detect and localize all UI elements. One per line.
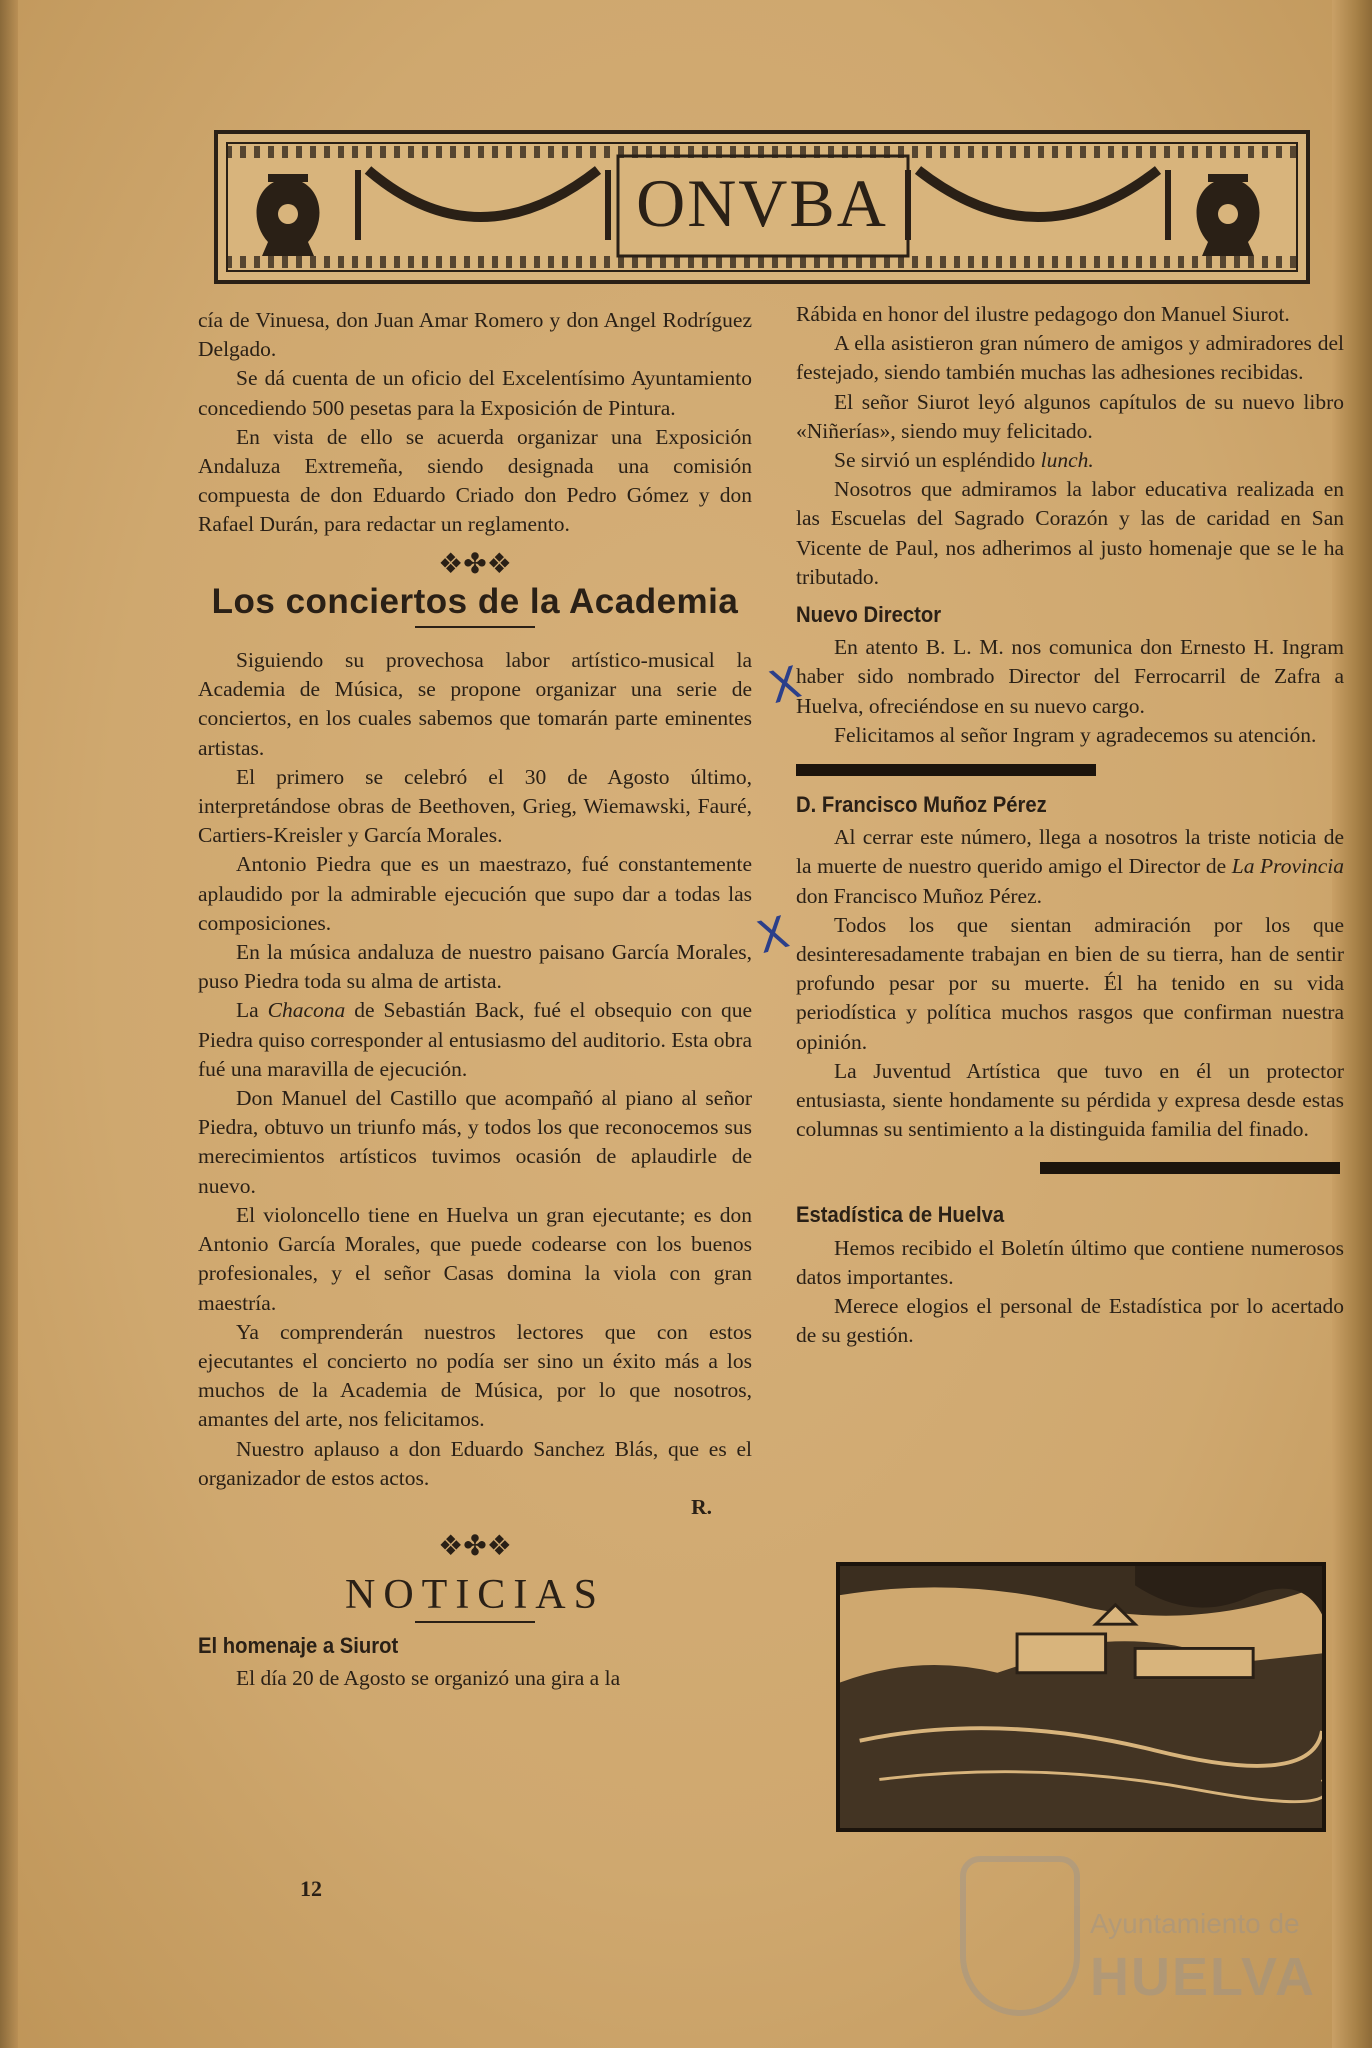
subhead-estadistica: Estadística de Huelva (796, 1202, 1005, 1228)
watermark-line1: Ayuntamiento de (1090, 1908, 1300, 1939)
paragraph: El primero se celebró el 30 de Agosto último, interpretándose obras de Beethoven, Grieg, Wiemawski, Fauré, Cartiers-Kreisler y García Morales. (198, 764, 752, 848)
paragraph: Felicitamos al señor Ingram y agradecemos su atención. (834, 722, 1317, 747)
subhead-nuevo-director: Nuevo Director (796, 602, 942, 628)
divider-bar (796, 764, 1096, 776)
text: La (236, 998, 268, 1023)
paragraph: Merece elogios el personal de Estadística por lo acertado de su gestión. (796, 1294, 1344, 1348)
paragraph: Rábida en honor del ilustre pedagogo don Manuel Siurot. (796, 302, 1290, 326)
paragraph: Hemos recibido el Boletín último que contiene numerosos datos importantes. (796, 1235, 1344, 1289)
paragraph: Todos los que sientan admiración por los que desinteresadamente trabajan en bien de su tierra, han de sentir profundo pesar por su muerte. Él ha tenido en su vida periodística y política muchos rasgos que confirman nuestra opinión. (796, 912, 1344, 1054)
landscape-icon (840, 1566, 1322, 1828)
paragraph: cía de Vinuesa, don Juan Amar Romero y don Angel Rodríguez Delgado. (198, 308, 752, 362)
masthead-title: ONVBA (636, 165, 888, 241)
paragraph: El señor Siurot leyó algunos capítulos de su nuevo libro «Niñerías», siendo muy felicitado. (796, 389, 1344, 443)
marginal-mark: X (751, 906, 795, 965)
ornament-icon: ❖✤❖ (438, 548, 512, 580)
paragraph: Nosotros que admiramos la labor educativa realizada en las Escuelas del Sagrado Corazón y las de caridad en San Vicente de Paul, nos adherimos al justo homenaje que se le ha tributado. (796, 477, 1344, 589)
paragraph: A ella asistieron gran número de amigos y admiradores del festejado, siendo también muchas las adhesiones recibidas. (796, 331, 1344, 385)
page-number: 12 (300, 1876, 322, 1901)
engraving-illustration (836, 1562, 1326, 1832)
paragraph: El día 20 de Agosto se organizó una gira a la (236, 1665, 621, 1690)
paragraph-munoz (796, 823, 1344, 911)
italic-text: lunch. (1040, 448, 1094, 473)
paragraph: Siguiendo su provechosa labor artístico-musical la Academia de Música, se propone organizar una serie de conciertos, en los cuales sabemos que tomarán parte eminentes artistas. (198, 648, 752, 760)
left-column (198, 306, 752, 1693)
divider (415, 626, 535, 628)
divider-bar (1040, 1162, 1340, 1174)
paragraph: En atento B. L. M. nos comunica don Ernesto H. Ingram haber sido nombrado Director del Ferrocarril de Zafra a Huelva, ofreciéndose en su nuevo cargo. (796, 635, 1344, 718)
paragraph: La Juventud Artística que tuvo en él un protector entusiasta, siente hondamente su pérdida y expresa desde estas columnas su sentimiento a la distinguida familia del finado. (796, 1058, 1344, 1142)
paragraph: Nuestro aplauso a don Eduardo Sanchez Blás, que es el organizador de estos actos. (198, 1436, 752, 1490)
coat-of-arms-icon (960, 1856, 1080, 2016)
text: Se sirvió un espléndido (834, 448, 1041, 473)
paragraph: Ya comprenderán nuestros lectores que con estos ejecutantes el concierto no podía ser sino un éxito más a los muchos de la Academia de Música, por lo que nosotros, amantes del arte, nos felicitamos. (198, 1319, 752, 1432)
subhead-munoz: D. Francisco Muñoz Pérez (796, 792, 1047, 818)
paragraph: En vista de ello se acuerda organizar una Exposición Andaluza Extremeña, siendo designada una comisión compuesta de don Eduardo Criado don Pedro Gómez y don Rafael Durán, para redactar un reglamento. (198, 424, 752, 537)
marginal-mark: X (763, 656, 807, 715)
right-column (796, 300, 1344, 1351)
section-title-conciertos: Los conciertos de la Academia (211, 581, 739, 621)
divider (415, 1621, 535, 1623)
text: Al cerrar este número, llega a nosotros la triste noticia de la muerte de nuestro querido amigo el Director de (796, 825, 1344, 879)
signature: R. (691, 1494, 712, 1519)
paragraph-lunch (796, 446, 1344, 475)
paragraph: En la música andaluza de nuestro paisano García Morales, puso Piedra toda su alma de artista. (198, 940, 752, 994)
ornament-icon: ❖✤❖ (438, 1531, 512, 1563)
italic-text: La Provincia (1231, 854, 1344, 879)
paragraph: El violoncello tiene en Huelva un gran ejecutante; es don Antonio García Morales, que puede codearse con los buenos profesionales, y el señor Casas domina la viola con gran maestría. (198, 1202, 752, 1315)
paragraph: Don Manuel del Castillo que acompañó al piano al señor Piedra, obtuvo un triunfo más, y todos los que reconocemos sus merecimientos artísticos tuvimos ocasión de aplaudirle de nuevo. (198, 1086, 752, 1198)
italic-text: Chacona (267, 998, 346, 1023)
masthead (214, 130, 1310, 284)
watermark-line2: HUELVA (1090, 1947, 1316, 2007)
subhead-homenaje: El homenaje a Siurot (198, 1632, 399, 1658)
paragraph: Se dá cuenta de un oficio del Excelentísimo Ayuntamiento concediendo 500 pesetas para la Exposición de Pintura. (198, 366, 752, 420)
watermark (960, 1856, 1320, 2036)
paragraph-chacona (198, 996, 752, 1084)
text: de Sebastián Back, fué el obsequio con que Piedra quiso corresponder al entusiasmo del auditorio. Esta obra fué una maravilla de ejecución. (198, 998, 752, 1081)
section-title-noticias: NOTICIAS (345, 1572, 605, 1619)
paragraph: Antonio Piedra que es un maestrazo, fué constantemente aplaudido por la admirable ejecución que supo dar a todas las composiciones. (198, 852, 752, 935)
text: don Francisco Muñoz Pérez. (796, 883, 1042, 908)
page-edge-left (0, 0, 18, 2048)
